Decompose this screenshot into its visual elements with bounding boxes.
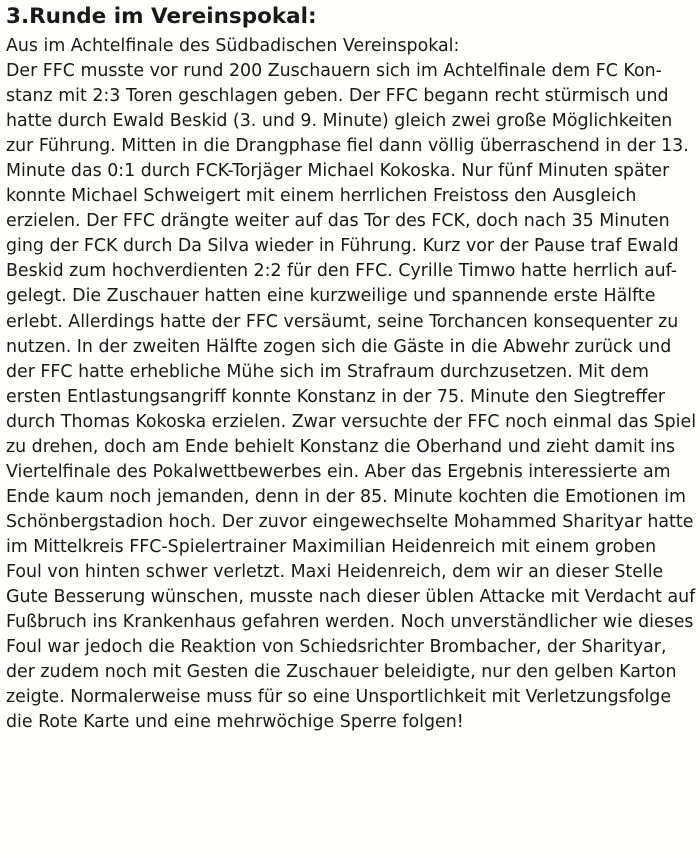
article-line: Der FFC musste vor rund 200 Zuschauern sich im Achtelfinale dem FC Kon- <box>6 61 662 82</box>
article-line: erzielen. Der FFC drängte weiter auf das Tor des FCK, doch nach 35 Minuten <box>6 211 670 232</box>
article-line: im Mittelkreis FFC-Spielertrainer Maximilian Heidenreich mit einem groben <box>6 536 657 557</box>
article-line: zeigte. Normalerweise muss für so eine Unsportlichkeit mit Verletzungsfolge <box>6 687 672 708</box>
article-line: Foul von hinten schwer verletzt. Maxi Heidenreich, dem wir an dieser Stelle <box>6 561 664 582</box>
article-line: ging der FCK durch Da Silva wieder in Führung. Kurz vor der Pause traf Ewald <box>6 236 679 257</box>
article-line: zu drehen, doch am Ende behielt Konstanz die Oberhand und zieht damit ins <box>6 436 676 457</box>
article-line: konnte Michael Schweigert mit einem herrlichen Freistoss den Ausgleich <box>6 186 637 207</box>
article-headline: 3.Runde im Vereinspokal: <box>6 4 317 29</box>
article-line: Beskid zum hochverdienten 2:2 für den FFC. Cyrille Timwo hatte herrlich auf- <box>6 261 678 282</box>
article-line: der zudem noch mit Gesten die Zuschauer beleidigte, nur den gelben Karton <box>6 662 677 683</box>
article-line: hatte durch Ewald Beskid (3. und 9. Minute) gleich zwei große Möglichkeiten <box>6 111 673 132</box>
article-line: die Rote Karte und eine mehrwöchige Sperre folgen! <box>6 712 464 733</box>
article-line: erlebt. Allerdings hatte der FFC versäumt, seine Torchancen konsequenter zu <box>6 311 679 332</box>
article-line: Schönbergstadion hoch. Der zuvor eingewechselte Mohammed Sharityar hatte <box>6 511 694 532</box>
article-line: durch Thomas Kokoska erzielen. Zwar versuchte der FFC noch einmal das Spiel <box>6 411 697 432</box>
article-line: ersten Entlastungsangriff konnte Konstanz in der 75. Minute den Siegtreffer <box>6 386 666 407</box>
article-line: Ende kaum noch jemanden, denn in der 85. Minute kochten die Emotionen im <box>6 486 686 507</box>
article-line: der FFC hatte erhebliche Mühe sich im Strafraum durchzusetzen. Mit dem <box>6 361 649 382</box>
article-line: Viertelfinale des Pokalwettbewerbes ein. Aber das Ergebnis interessierte am <box>6 461 671 482</box>
article-line: Fußbruch ins Krankenhaus gefahren werden. Noch unverständlicher wie dieses <box>6 612 694 633</box>
article-line: zur Führung. Mitten in die Drangphase fiel dann völlig überraschend in der 13. <box>6 136 689 157</box>
article-line: Aus im Achtelfinale des Südbadischen Vereinspokal: <box>6 36 460 56</box>
article-line: gelegt. Die Zuschauer hatten eine kurzweilige und spannende erste Hälfte <box>6 286 656 307</box>
article-body <box>6 34 700 735</box>
article-line: stanz mit 2:3 Toren geschlagen geben. Der FFC begann recht stürmisch und <box>6 86 669 107</box>
article-line: Foul war jedoch die Reaktion von Schiedsrichter Brombacher, der Sharityar, <box>6 637 667 658</box>
article-line: Gute Besserung wünschen, musste nach dieser üblen Attacke mit Verdacht auf <box>6 587 696 608</box>
article-line: Minute das 0:1 durch FCK-Torjäger Michael Kokoska. Nur fünf Minuten später <box>6 161 670 182</box>
article-line: nutzen. In der zweiten Hälfte zogen sich die Gäste in die Abwehr zurück und <box>6 336 672 357</box>
